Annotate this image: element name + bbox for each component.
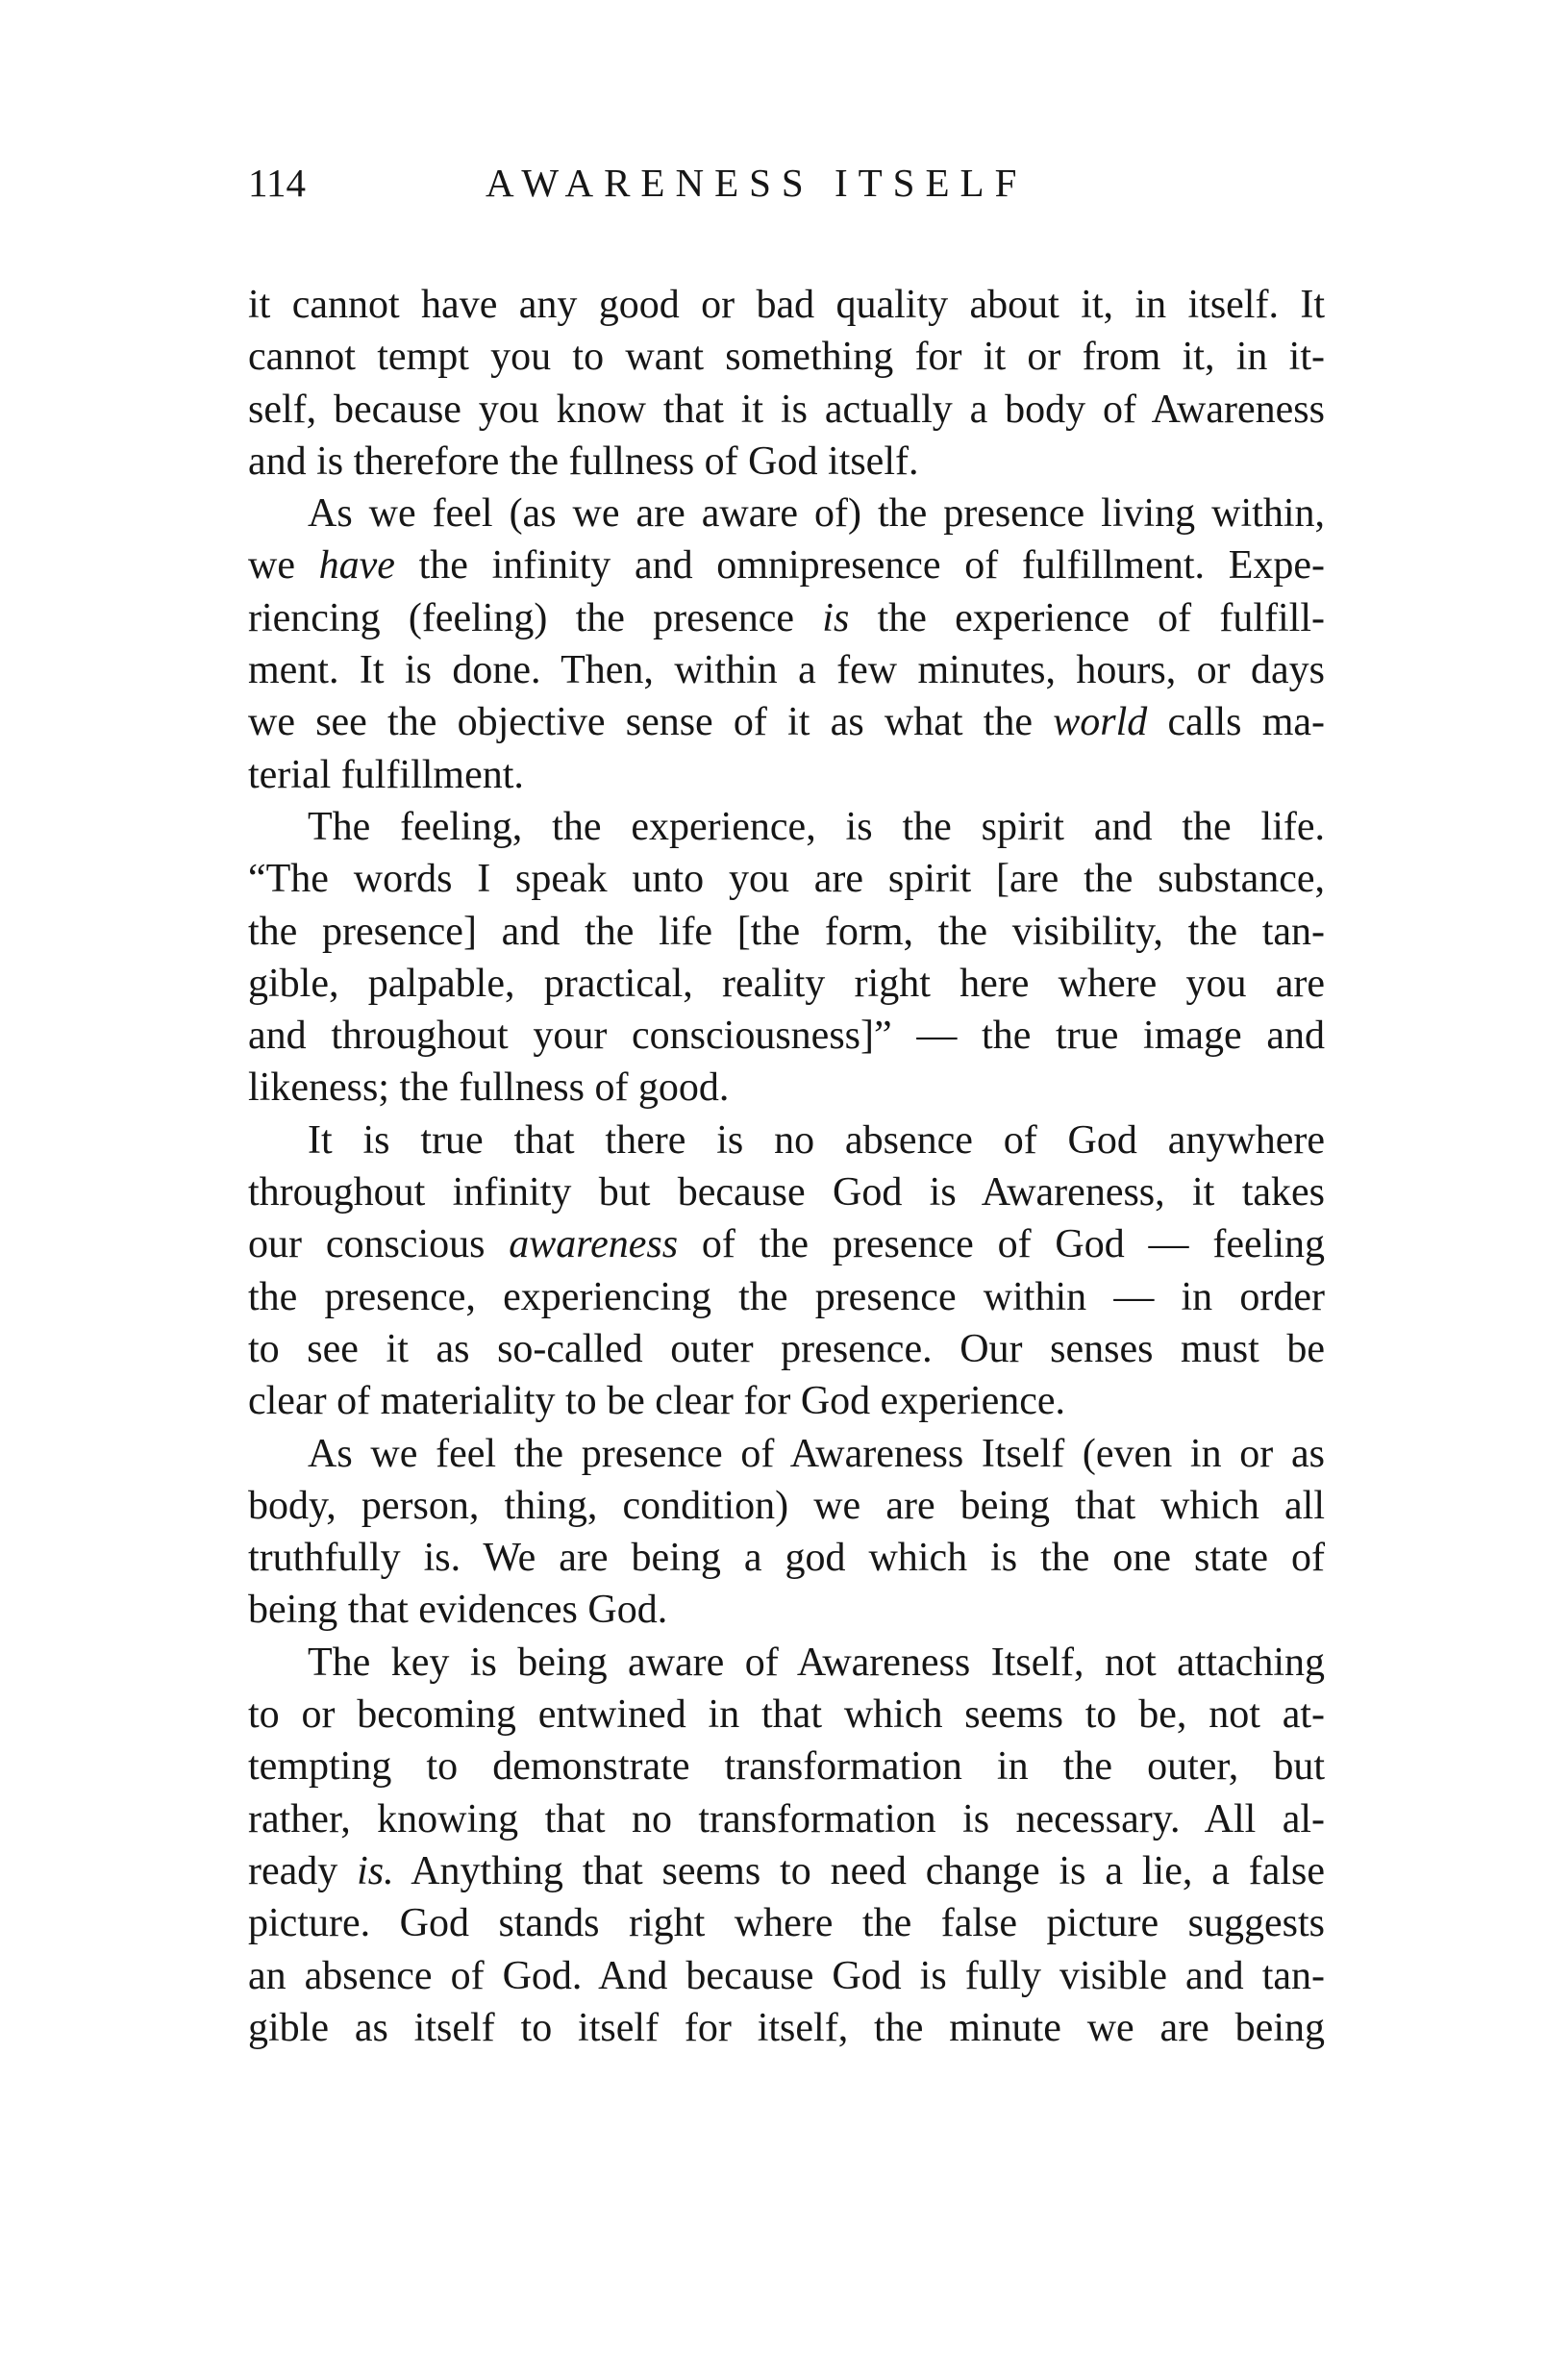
text-segment: throughout infinity but because God is Awareness, it takes	[248, 1170, 1325, 1215]
text-segment: the infinity and omnipresence of fulfillment. Expe-	[394, 543, 1325, 589]
text-segment: As we feel the presence of Awareness Itself (even in or as	[308, 1431, 1325, 1476]
text-segment: calls ma-	[1147, 700, 1325, 745]
text-segment: self, because you know that it is actually a body of Awareness	[248, 387, 1325, 432]
text-segment: to see it as so-called outer presence. Our senses must be	[248, 1326, 1325, 1371]
text-segment: and is therefore the fullness of God itself.	[248, 438, 919, 484]
paragraph	[248, 1637, 1325, 2054]
text-line	[248, 592, 1325, 644]
paragraph	[248, 1428, 1325, 1637]
book-title: AWARENESS ITSELF	[486, 161, 1028, 205]
text-line	[248, 2002, 1325, 2054]
text-segment: being that evidences God.	[248, 1588, 668, 1633]
text-segment: picture. God stands right where the false picture suggests	[248, 1901, 1325, 1946]
text-line	[248, 1115, 1325, 1166]
text-segment: our conscious	[248, 1222, 510, 1267]
text-line	[248, 1480, 1325, 1532]
text-segment: As we feel (as we are aware of) the presence living within,	[308, 491, 1325, 537]
italic-text: awareness	[509, 1222, 679, 1267]
italic-text: is.	[357, 1848, 394, 1893]
text-line	[248, 436, 1325, 488]
text-segment: terial fulfillment.	[248, 752, 524, 797]
text-segment: The key is being aware of Awareness Itself, not attaching	[308, 1640, 1325, 1685]
text-line	[248, 331, 1325, 383]
text-line	[248, 1637, 1325, 1689]
text-line	[248, 279, 1325, 331]
italic-text: is	[822, 595, 850, 640]
text-segment: “The words I speak unto you are spirit [are the substance,	[248, 857, 1325, 902]
text-line	[248, 488, 1325, 539]
text-segment: it cannot have any good or bad quality about it, in itself. It	[248, 283, 1325, 327]
text-segment: we	[248, 543, 319, 589]
text-line	[248, 1271, 1325, 1323]
text-segment: cannot tempt you to want something for it or from it, in it-	[248, 335, 1325, 380]
text-segment: clear of materiality to be clear for God experience.	[248, 1379, 1066, 1424]
text-segment: an absence of God. And because God is fully visible and tan-	[248, 1953, 1325, 1998]
text-line	[248, 1741, 1325, 1792]
text-segment: The feeling, the experience, is the spirit and the life.	[308, 804, 1325, 849]
text-line	[248, 906, 1325, 958]
text-segment: truthfully is. We are being a god which is the one state of	[248, 1536, 1325, 1581]
text-line	[248, 1584, 1325, 1636]
text-line	[248, 644, 1325, 696]
text-line	[248, 1897, 1325, 1949]
text-segment: of the presence of God — feeling	[678, 1222, 1325, 1267]
text-segment: the experience of fulfill-	[849, 595, 1325, 640]
text-line	[248, 1845, 1325, 1897]
text-line	[248, 384, 1325, 436]
text-segment: rather, knowing that no transformation is necessary. All al-	[248, 1796, 1325, 1841]
text-segment: ready	[248, 1848, 358, 1893]
text-line	[248, 1062, 1325, 1114]
italic-text: have	[318, 543, 395, 589]
page-number: 114	[248, 161, 306, 205]
text-segment: we see the objective sense of it as what the	[248, 700, 1054, 745]
text-line	[248, 958, 1325, 1010]
text-segment: riencing (feeling) the presence	[248, 595, 823, 640]
text-line	[248, 1010, 1325, 1062]
text-line	[248, 853, 1325, 905]
text-segment: It is true that there is no absence of God anywhere	[308, 1117, 1325, 1163]
text-segment: body, person, thing, condition) we are being that which all	[248, 1483, 1325, 1528]
text-line	[248, 1375, 1325, 1427]
body-text	[248, 279, 1325, 2054]
text-line	[248, 1218, 1325, 1270]
text-segment: tempting to demonstrate transformation in the outer, but	[248, 1744, 1325, 1790]
text-segment: the presence] and the life [the form, the visibility, the tan-	[248, 909, 1325, 954]
text-line	[248, 749, 1325, 801]
paragraph	[248, 1115, 1325, 1428]
text-line	[248, 1689, 1325, 1741]
text-line	[248, 1323, 1325, 1375]
text-segment: likeness; the fullness of good.	[248, 1065, 730, 1111]
paragraph	[248, 279, 1325, 488]
text-line	[248, 1950, 1325, 2002]
italic-text: world	[1053, 700, 1148, 745]
text-line	[248, 539, 1325, 591]
text-line	[248, 1428, 1325, 1480]
text-line	[248, 1166, 1325, 1218]
text-segment: gible as itself to itself for itself, the minute we are being	[248, 2005, 1325, 2050]
text-segment: Anything that seems to need change is a lie, a false	[393, 1848, 1325, 1893]
text-line	[248, 696, 1325, 748]
text-segment: the presence, experiencing the presence within — in order	[248, 1274, 1325, 1319]
text-line	[248, 1793, 1325, 1845]
text-segment: and throughout your consciousness]” — the true image and	[248, 1014, 1325, 1059]
running-head	[248, 144, 1325, 221]
paragraph	[248, 801, 1325, 1115]
text-line	[248, 801, 1325, 853]
paragraph	[248, 488, 1325, 801]
text-segment: ment. It is done. Then, within a few minutes, hours, or days	[248, 648, 1325, 693]
text-line	[248, 1532, 1325, 1584]
text-segment: gible, palpable, practical, reality right here where you are	[248, 961, 1325, 1006]
text-segment: to or becoming entwined in that which seems to be, not at-	[248, 1692, 1325, 1738]
